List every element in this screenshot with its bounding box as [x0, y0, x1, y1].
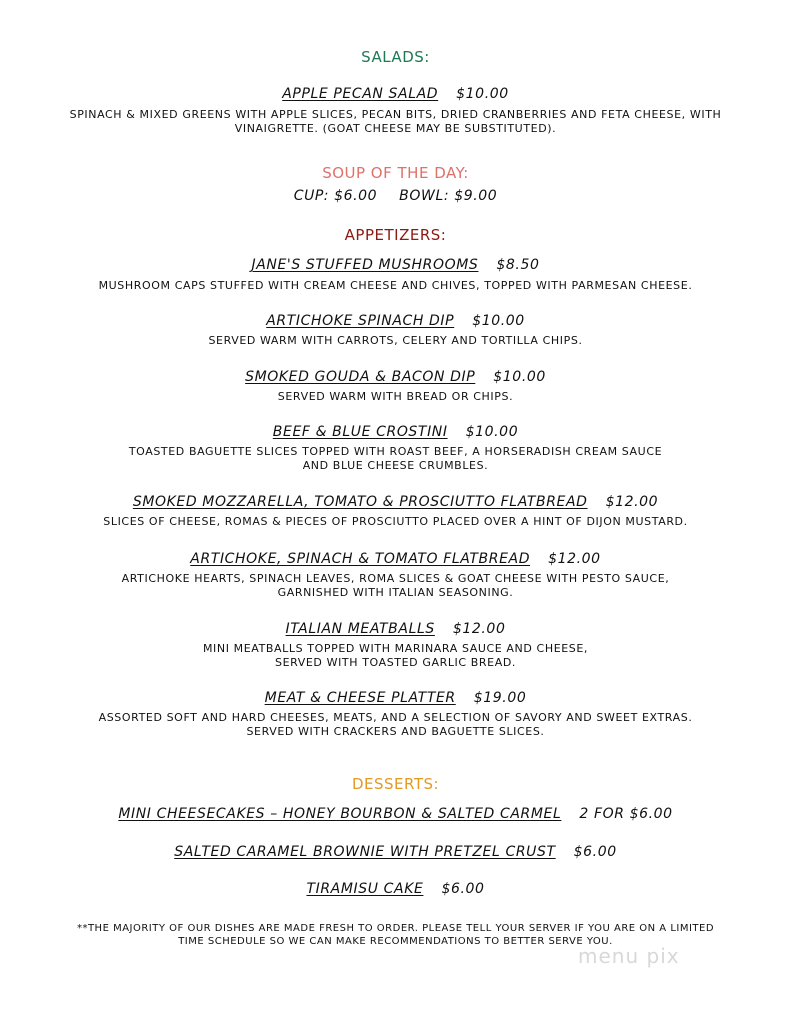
item-name: ARTICHOKE SPINACH DIP	[266, 313, 455, 329]
menu-item-title	[0, 551, 791, 567]
item-price: $12.00	[605, 494, 659, 510]
item-name: BEEF & BLUE CROSTINI	[272, 424, 448, 440]
item-name: JANE'S STUFFED MUSHROOMS	[251, 257, 479, 273]
menu-item-title	[0, 806, 791, 822]
item-description: ASSORTED SOFT AND HARD CHEESES, MEATS, AND A SELECTION OF SAVORY AND SWEET EXTRAS.	[98, 711, 693, 724]
item-name: MEAT & CHEESE PLATTER	[264, 690, 456, 706]
watermark: menu pix	[578, 944, 680, 968]
menu-item-title	[0, 494, 791, 510]
menu-item-title	[0, 881, 791, 897]
item-description: SERVED WARM WITH BREAD OR CHIPS.	[277, 390, 514, 403]
menu-item-title	[0, 369, 791, 385]
soup-cup-price: CUP: $6.00	[293, 188, 378, 204]
item-name: MINI CHEESECAKES – HONEY BOURBON & SALTED CARMEL	[118, 806, 562, 822]
item-description: AND BLUE CHEESE CRUMBLES.	[302, 459, 489, 472]
item-price: $12.00	[452, 621, 506, 637]
soup-heading: SOUP OF THE DAY:	[322, 164, 469, 182]
item-name: SMOKED MOZZARELLA, TOMATO & PROSCIUTTO FLATBREAD	[132, 494, 588, 510]
item-name: SMOKED GOUDA & BACON DIP	[245, 369, 476, 385]
menu-item-title	[0, 257, 791, 273]
menu-item-title	[0, 424, 791, 440]
item-description: SERVED WITH CRACKERS AND BAGUETTE SLICES.	[246, 725, 545, 738]
item-description: MINI MEATBALLS TOPPED WITH MARINARA SAUCE AND CHEESE,	[202, 642, 589, 655]
item-description: MUSHROOM CAPS STUFFED WITH CREAM CHEESE AND CHIVES, TOPPED WITH PARMESAN CHEESE.	[98, 279, 693, 292]
item-description: ARTICHOKE HEARTS, SPINACH LEAVES, ROMA SLICES & GOAT CHEESE WITH PESTO SAUCE,	[121, 572, 670, 585]
item-price: 2 FOR $6.00	[579, 806, 673, 822]
item-description: VINAIGRETTE. (GOAT CHEESE MAY BE SUBSTITUTED).	[234, 122, 557, 135]
desserts-heading: DESSERTS:	[351, 775, 440, 793]
soup-bowl-price: BOWL: $9.00	[399, 188, 498, 204]
item-price: $10.00	[465, 424, 519, 440]
item-description: SERVED WARM WITH CARROTS, CELERY AND TORTILLA CHIPS.	[208, 334, 583, 347]
item-name: ITALIAN MEATBALLS	[285, 621, 435, 637]
item-name: APPLE PECAN SALAD	[282, 86, 439, 102]
item-description: SERVED WITH TOASTED GARLIC BREAD.	[274, 656, 517, 669]
item-description: TOASTED BAGUETTE SLICES TOPPED WITH ROAST BEEF, A HORSERADISH CREAM SAUCE	[128, 445, 663, 458]
item-price: $10.00	[472, 313, 525, 329]
menu-item-title	[0, 86, 791, 102]
menu-item-title	[0, 313, 791, 329]
item-price: $19.00	[473, 690, 527, 706]
item-description: GARNISHED WITH ITALIAN SEASONING.	[277, 586, 514, 599]
item-description: SLICES OF CHEESE, ROMAS & PIECES OF PROSCIUTTO PLACED OVER A HINT OF DIJON MUSTARD.	[103, 515, 688, 528]
menu-item-title	[0, 621, 791, 637]
footnote: TIME SCHEDULE SO WE CAN MAKE RECOMMENDATIONS TO BETTER SERVE YOU.	[178, 936, 613, 947]
footnote: **THE MAJORITY OF OUR DISHES ARE MADE FRESH TO ORDER. PLEASE TELL YOUR SERVER IF YOU ARE ON A LIMITED	[76, 923, 715, 934]
menu-item-title	[0, 844, 791, 860]
item-price: $6.00	[441, 881, 485, 897]
item-price: $8.50	[496, 257, 540, 273]
item-price: $6.00	[573, 844, 617, 860]
soup-prices	[0, 188, 791, 204]
item-name: SALTED CARAMEL BROWNIE WITH PRETZEL CRUST	[174, 844, 556, 860]
item-name: ARTICHOKE, SPINACH & TOMATO FLATBREAD	[190, 551, 531, 567]
salads-heading: SALADS:	[361, 48, 430, 66]
item-price: $12.00	[548, 551, 601, 567]
item-price: $10.00	[456, 86, 509, 102]
appetizers-heading: APPETIZERS:	[344, 226, 447, 244]
menu-item-title	[0, 690, 791, 706]
item-description: SPINACH & MIXED GREENS WITH APPLE SLICES, PECAN BITS, DRIED CRANBERRIES AND FETA CHEESE, WITH	[69, 108, 722, 121]
item-name: TIRAMISU CAKE	[306, 881, 424, 897]
item-price: $10.00	[493, 369, 546, 385]
